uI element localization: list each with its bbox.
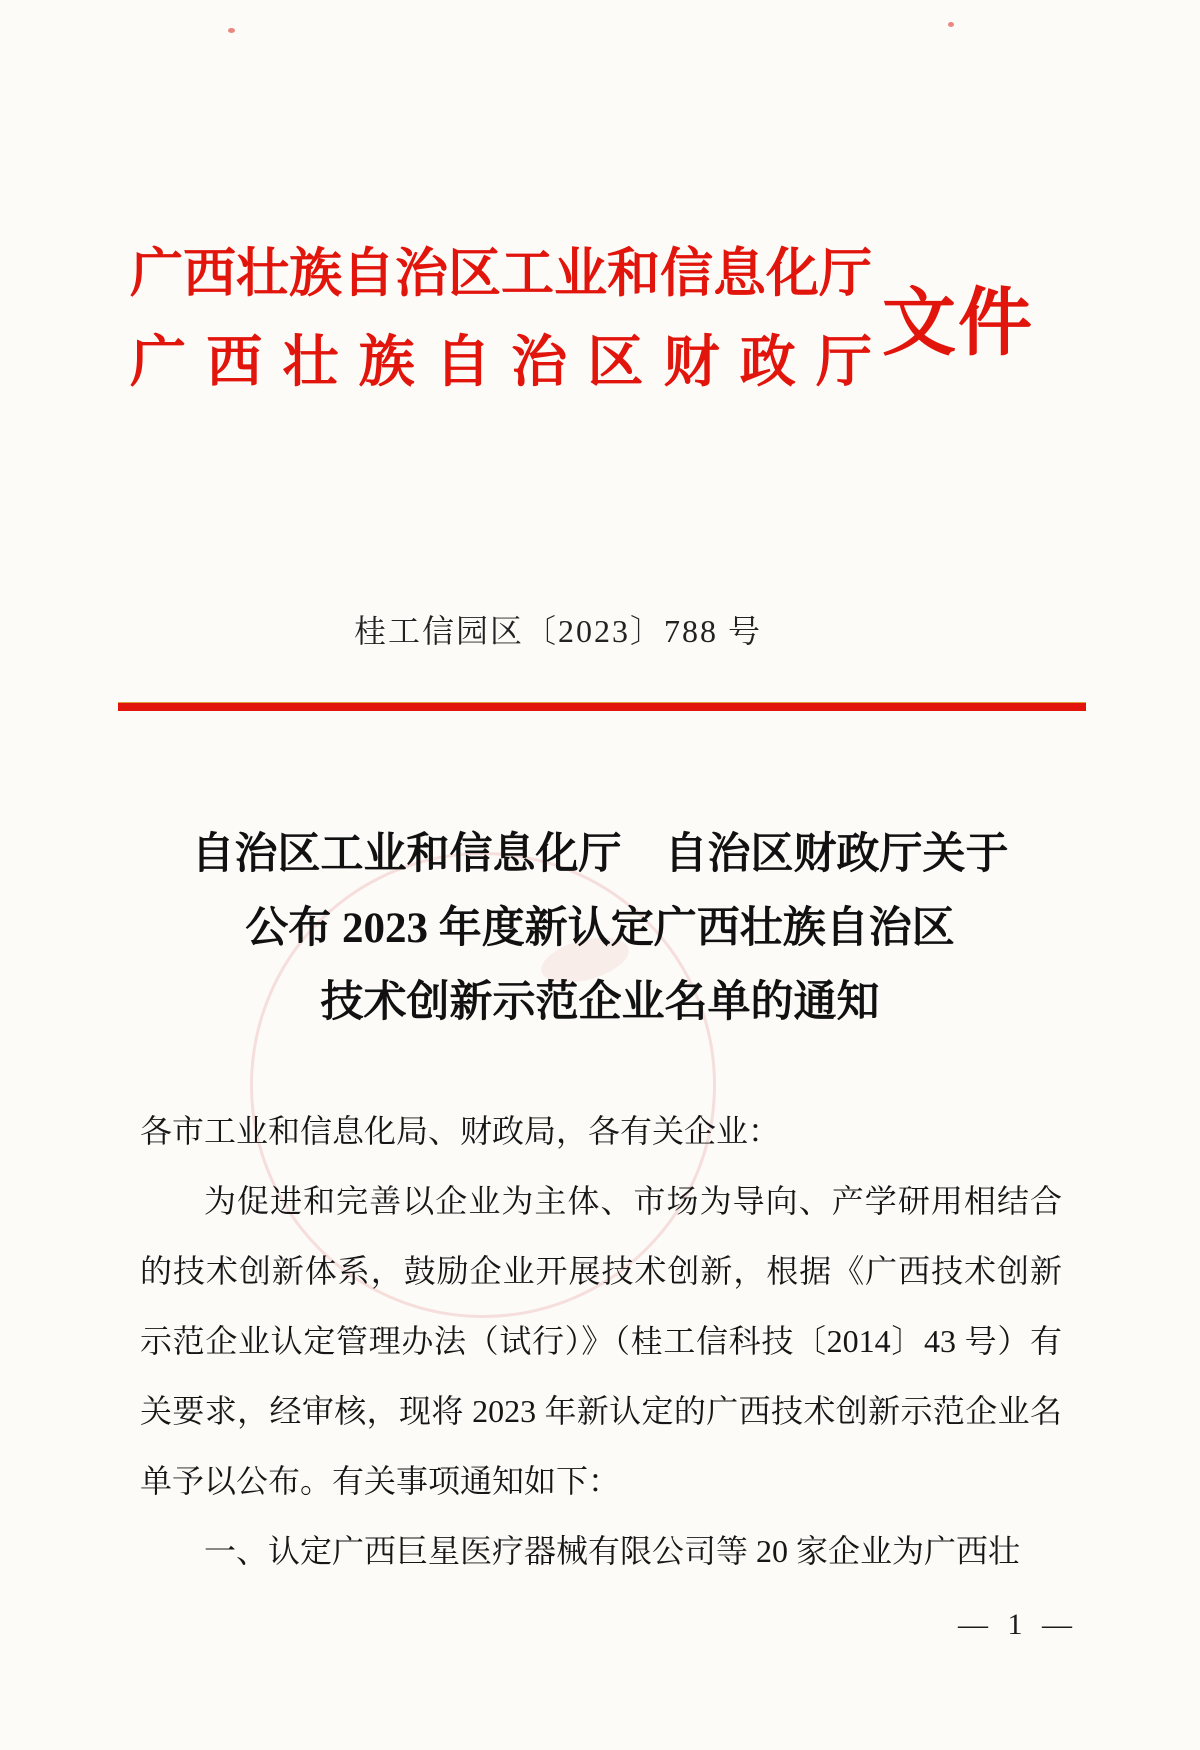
issuing-agencies — [130, 245, 872, 394]
document-title — [100, 818, 1100, 1040]
document-title-line-3: 技术创新示范企业名单的通知 — [320, 979, 880, 1026]
document-reference-number: 桂工信园区〔2023〕788 号 — [353, 613, 762, 649]
body-line: 单予以公布。有关事项通知如下： — [140, 1463, 621, 1499]
document-body — [140, 1096, 1062, 1586]
body-line-item-one: 一、认定广西巨星医疗器械有限公司等 20 家企业为广西壮 — [204, 1533, 1021, 1569]
body-line: 示范企业认定管理办法（试行）》（桂工信科技〔2014〕43 号）有 — [140, 1323, 1062, 1359]
scan-artifact-speck — [948, 22, 954, 27]
salutation-line: 各市工业和信息化局、财政局，各有关企业： — [140, 1113, 781, 1149]
agency-name-industry-it-dept: 广西壮族自治区工业和信息化厅 — [130, 245, 872, 303]
document-title-line-1: 自治区工业和信息化厅 自治区财政厅关于 — [191, 831, 1009, 878]
document-title-line-2: 公布 2023 年度新认定广西壮族自治区 — [245, 905, 955, 952]
page-number: — 1 — — [958, 1608, 1078, 1641]
red-letterhead — [130, 245, 1034, 394]
red-divider-rule — [118, 702, 1086, 711]
body-line: 关要求，经审核，现将 2023 年新认定的广西技术创新示范企业名 — [140, 1393, 1062, 1429]
body-line: 的技术创新体系，鼓励企业开展技术创新，根据《广西技术创新 — [140, 1253, 1062, 1289]
agency-name-finance-dept: 广西壮族自治区财政厅 — [130, 332, 872, 394]
document-type-label: 文件 — [882, 282, 1034, 365]
scan-artifact-speck — [228, 28, 235, 33]
body-line: 为促进和完善以企业为主体、市场为导向、产学研用相结合 — [204, 1183, 1062, 1219]
